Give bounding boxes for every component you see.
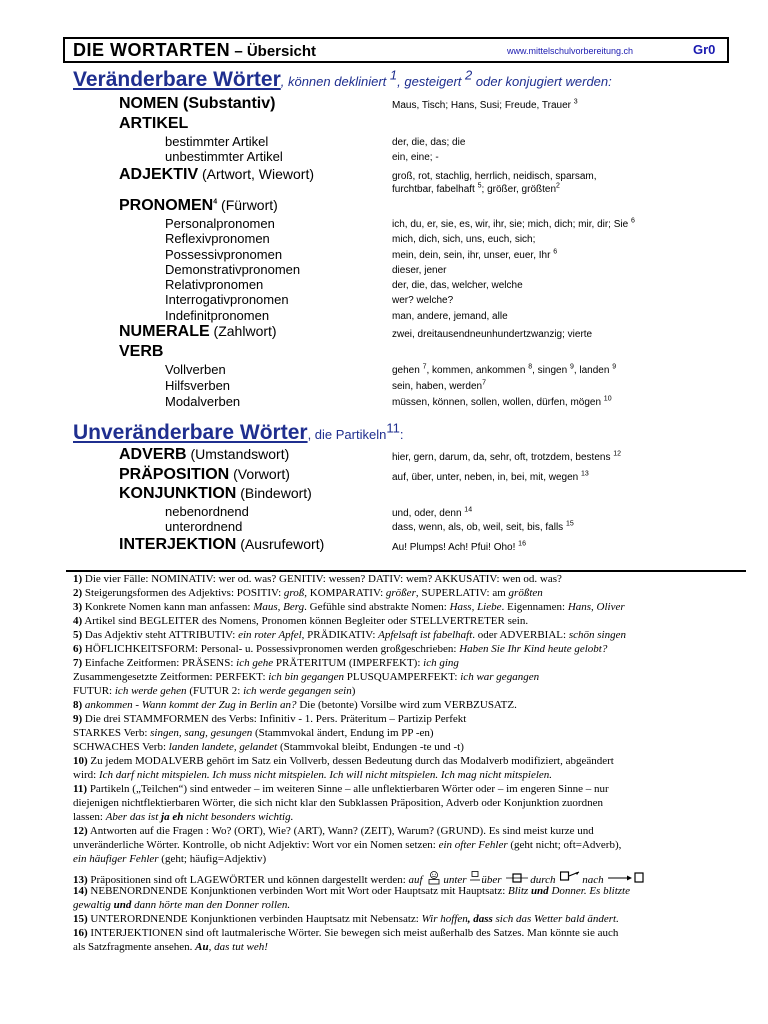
example-unbestimmter-artikel: ein, eine; - — [392, 152, 439, 163]
footnote-12-cont: unveränderliche Wörter. Kontrolle, ob nicht Adjektiv: Wort vor ein Nomen setzen: ein ofter Fehler (geht nicht; oft=Adverb), — [73, 839, 622, 851]
smiley-box-icon — [426, 871, 442, 885]
example-modalverben: müssen, können, sollen, wollen, dürfen, mögen $^{10}$ — [392, 395, 612, 408]
header-box — [63, 37, 729, 63]
footnote-2: 2) Steigerungsformen des Adjektivs: POSITIV: groß, KOMPARATIV: größer, SUPERLATIV: am größten — [73, 587, 543, 599]
document-code: Gr0 — [693, 42, 716, 57]
footnote-12-example: ein häufiger Fehler (geht; häufig=Adjektiv) — [73, 853, 267, 865]
sub-vollverben: Vollverben — [165, 362, 226, 377]
sub-relativpronomen: Relativpronomen — [165, 277, 264, 292]
example-interjektion: Au! Plumps! Ach! Pfui! Oho! $^{16}$ — [392, 540, 526, 553]
example-nebenordnend: und, oder, denn $^{14}$ — [392, 506, 473, 519]
footnote-15: 15) UNTERORDNENDE Konjunktionen verbinden Hauptsatz mit Nebensatz: Wir hoffen, dass sich das Wetter bald ändert. — [73, 913, 619, 925]
divider-line — [66, 570, 746, 572]
footnote-7-futur: FUTUR: ich werde gehen (FUTUR 2: ich werde gegangen sein) — [73, 685, 356, 697]
example-hilfsverben: sein, haben, werden$^7$ — [392, 379, 486, 392]
example-vollverben: gehen $^7$, kommen, ankommen $^8$, singen $^9$, landen $^9$ — [392, 363, 617, 376]
box-lines-icon — [506, 871, 528, 885]
sub-interrogativpronomen: Interrogativpronomen — [165, 292, 289, 307]
footnote-13: 13) Präpositionen sind oft LAGEWÖRTER und können dargestellt werden: auf unter über durch nach — [73, 871, 745, 887]
category-konjunktion: KONJUNKTION (Bindewort) — [119, 485, 312, 502]
example-possessivpronomen: mein, dein, sein, ihr, unser, euer, Ihr $^6$ — [392, 248, 558, 261]
category-interjektion: INTERJEKTION (Ausrufewort) — [119, 536, 325, 553]
example-praeposition: auf, über, unter, neben, in, bei, mit, wegen $^{13}$ — [392, 470, 589, 483]
footnote-14-cont: gewaltig und dann hörte man den Donner rollen. — [73, 899, 291, 911]
footnote-12: 12) Antworten auf die Fragen : Wo? (ORT), Wie? (ART), Wann? (ZEIT), Warum? (GRUND). Es sind meist kurze und — [73, 825, 594, 837]
category-pronomen: PRONOMEN$^4$ (Fürwort) — [119, 197, 278, 214]
footnote-7-compound: Zusammengesetzte Zeitformen: PERFEKT: ich bin gegangen PLUSQUAMPERFEKT: ich war gegangen — [73, 671, 540, 683]
category-verb: VERB — [119, 343, 164, 360]
footnote-1: 1) Die vier Fälle: NOMINATIV: wer od. was? GENITIV: wessen? DATIV: wem? AKKUSATIV: wen od. was? — [73, 573, 562, 585]
example-nomen: Maus, Tisch; Hans, Susi; Freude, Trauer $^3$ — [392, 98, 578, 111]
box-arrow-icon — [560, 871, 580, 885]
footnote-9-strong: STARKES Verb: singen, sang, gesungen (Stammvokal ändert, Endung im PP -en) — [73, 727, 434, 739]
example-interrogativpronomen: wer? welche? — [392, 295, 454, 306]
sub-possessivpronomen: Possessivpronomen — [165, 247, 283, 262]
footnote-16-cont: als Satzfragmente ansehen. Au, das tut weh! — [73, 941, 268, 953]
example-unterordnend: dass, wenn, als, ob, weil, seit, bis, falls $^{15}$ — [392, 520, 574, 533]
sub-unterordnend: unterordnend — [165, 519, 243, 534]
footnote-10-cont: wird: Ich darf nicht mitspielen. Ich muss nicht mitspielen. Ich will nicht mitspielen. Ich mag nicht mitspielen. — [73, 769, 553, 781]
sub-reflexivpronomen: Reflexivpronomen — [165, 231, 270, 246]
example-adverb: hier, gern, darum, da, sehr, oft, trotzdem, bestens $^{12}$ — [392, 450, 622, 463]
sub-bestimmter-artikel: bestimmter Artikel — [165, 134, 269, 149]
category-adverb: ADVERB (Umstandswort) — [119, 446, 290, 463]
footnote-5: 5) Das Adjektiv steht ATTRIBUTIV: ein roter Apfel, PRÄDIKATIV: Apfelsaft ist fabelhaft. oder ADVERBIAL: schön singen — [73, 629, 626, 641]
footnote-14: 14) NEBENORDNENDE Konjunktionen verbinden Wort mit Wort oder Hauptsatz mit Hauptsatz: Blitz und Donner. Es blitzte — [73, 885, 630, 897]
example-adjektiv-2: furchtbar, fabelhaft $^5$; größer, größten$^2$ — [392, 182, 560, 195]
footnote-9-weak: SCHWACHES Verb: landen landete, gelandet (Stammvokal bleibt, Endungen -te und -t) — [73, 741, 464, 753]
section-title-unchangeable: Unveränderbare Wörter, die Partikeln$^{11}$: — [73, 420, 404, 444]
page-title: DIE WORTARTEN – Übersicht — [73, 40, 317, 60]
footnote-7: 7) Einfache Zeitformen: PRÄSENS: ich gehe PRÄTERITUM (IMPERFEKT): ich ging — [73, 657, 459, 669]
category-numerale: NUMERALE (Zahlwort) — [119, 323, 277, 340]
example-reflexivpronomen: mich, dich, sich, uns, euch, sich; — [392, 234, 536, 245]
example-bestimmter-artikel: der, die, das; die — [392, 137, 466, 148]
footnote-16: 16) INTERJEKTIONEN sind oft lautmalerische Wörter. Sie bewegen sich meist außerhalb des Satzes. Man könnte sie auch — [73, 927, 619, 939]
example-relativpronomen: der, die, das, welcher, welche — [392, 280, 523, 291]
footnote-9: 9) Die drei STAMMFORMEN des Verbs: Infinitiv - 1. Pers. Präteritum – Partizip Perfekt — [73, 713, 467, 725]
example-personalpronomen: ich, du, er, sie, es, wir, ihr, sie; mich, dich; mir, dir; Sie $^6$ — [392, 217, 635, 230]
sub-demonstrativpronomen: Demonstrativpronomen — [165, 262, 301, 277]
section-title-changeable: Veränderbare Wörter, können dekliniert $^1$, gesteigert $^2$ oder konjugiert werden: — [73, 67, 612, 91]
sub-modalverben: Modalverben — [165, 394, 241, 409]
category-artikel: ARTIKEL — [119, 115, 189, 132]
footnote-6: 6) HÖFLICHKEITSFORM: Personal- u. Possessivpronomen werden großgeschrieben: Haben Sie Ihr Kind heute gelobt? — [73, 643, 608, 655]
footnote-11-example: lassen: Aber das ist ja eh nicht besonders wichtig. — [73, 811, 294, 823]
footnote-11-cont: diejenigen nichtflektierbaren Wörter, die sich nicht klar den Subklassen Präposition, Adverb oder Konjunktion zuordnen — [73, 797, 603, 809]
footnote-4: 4) Artikel sind BEGLEITER des Nomens, Pronomen können Begleiter oder STELLVERTRETER sein. — [73, 615, 529, 627]
category-praeposition: PRÄPOSITION (Vorwort) — [119, 466, 290, 483]
example-numerale: zwei, dreitausendneunhundertzwanzig; vierte — [392, 329, 593, 340]
sub-hilfsverben: Hilfsverben — [165, 378, 231, 393]
footnote-8: 8) ankommen - Wann kommt der Zug in Berlin an? Die (betonte) Vorsilbe wird zum VERBZUSATZ. — [73, 699, 517, 711]
sub-personalpronomen: Personalpronomen — [165, 216, 275, 231]
example-demonstrativpronomen: dieser, jener — [392, 265, 447, 276]
category-nomen: NOMEN (Substantiv) — [119, 95, 276, 112]
sub-nebenordnend: nebenordnend — [165, 504, 249, 519]
footnote-11: 11) Partikeln („Teilchen“) sind entweder – im weiteren Sinne – alle unflektierbaren Wörter oder – im engeren Sinne – nur — [73, 783, 609, 795]
category-adjektiv: ADJEKTIV (Artwort, Wiewort) — [119, 166, 315, 183]
page-subtitle: – Übersicht — [230, 43, 317, 60]
website-url[interactable]: www.mittelschulvorbereitung.ch — [507, 46, 634, 56]
box-above-icon — [470, 871, 480, 885]
footnote-10: 10) Zu jedem MODALVERB gehört im Satz ein Vollverb, dessen Bedeutung durch das Modalverb modifiziert, abgeändert — [73, 755, 614, 767]
example-adjektiv-1: groß, rot, stachlig, herrlich, neidisch, sparsam, — [392, 171, 597, 182]
example-indefinitpronomen: man, andere, jemand, alle — [392, 311, 508, 322]
sub-indefinitpronomen: Indefinitpronomen — [165, 308, 270, 323]
sub-unbestimmter-artikel: unbestimmter Artikel — [165, 149, 283, 164]
footnote-3: 3) Konkrete Nomen kann man anfassen: Maus, Berg. Gefühle sind abstrakte Nomen: Hass, Liebe. Eigennamen: Hans, Oliver — [73, 601, 625, 613]
arrow-to-box-icon — [608, 871, 644, 885]
